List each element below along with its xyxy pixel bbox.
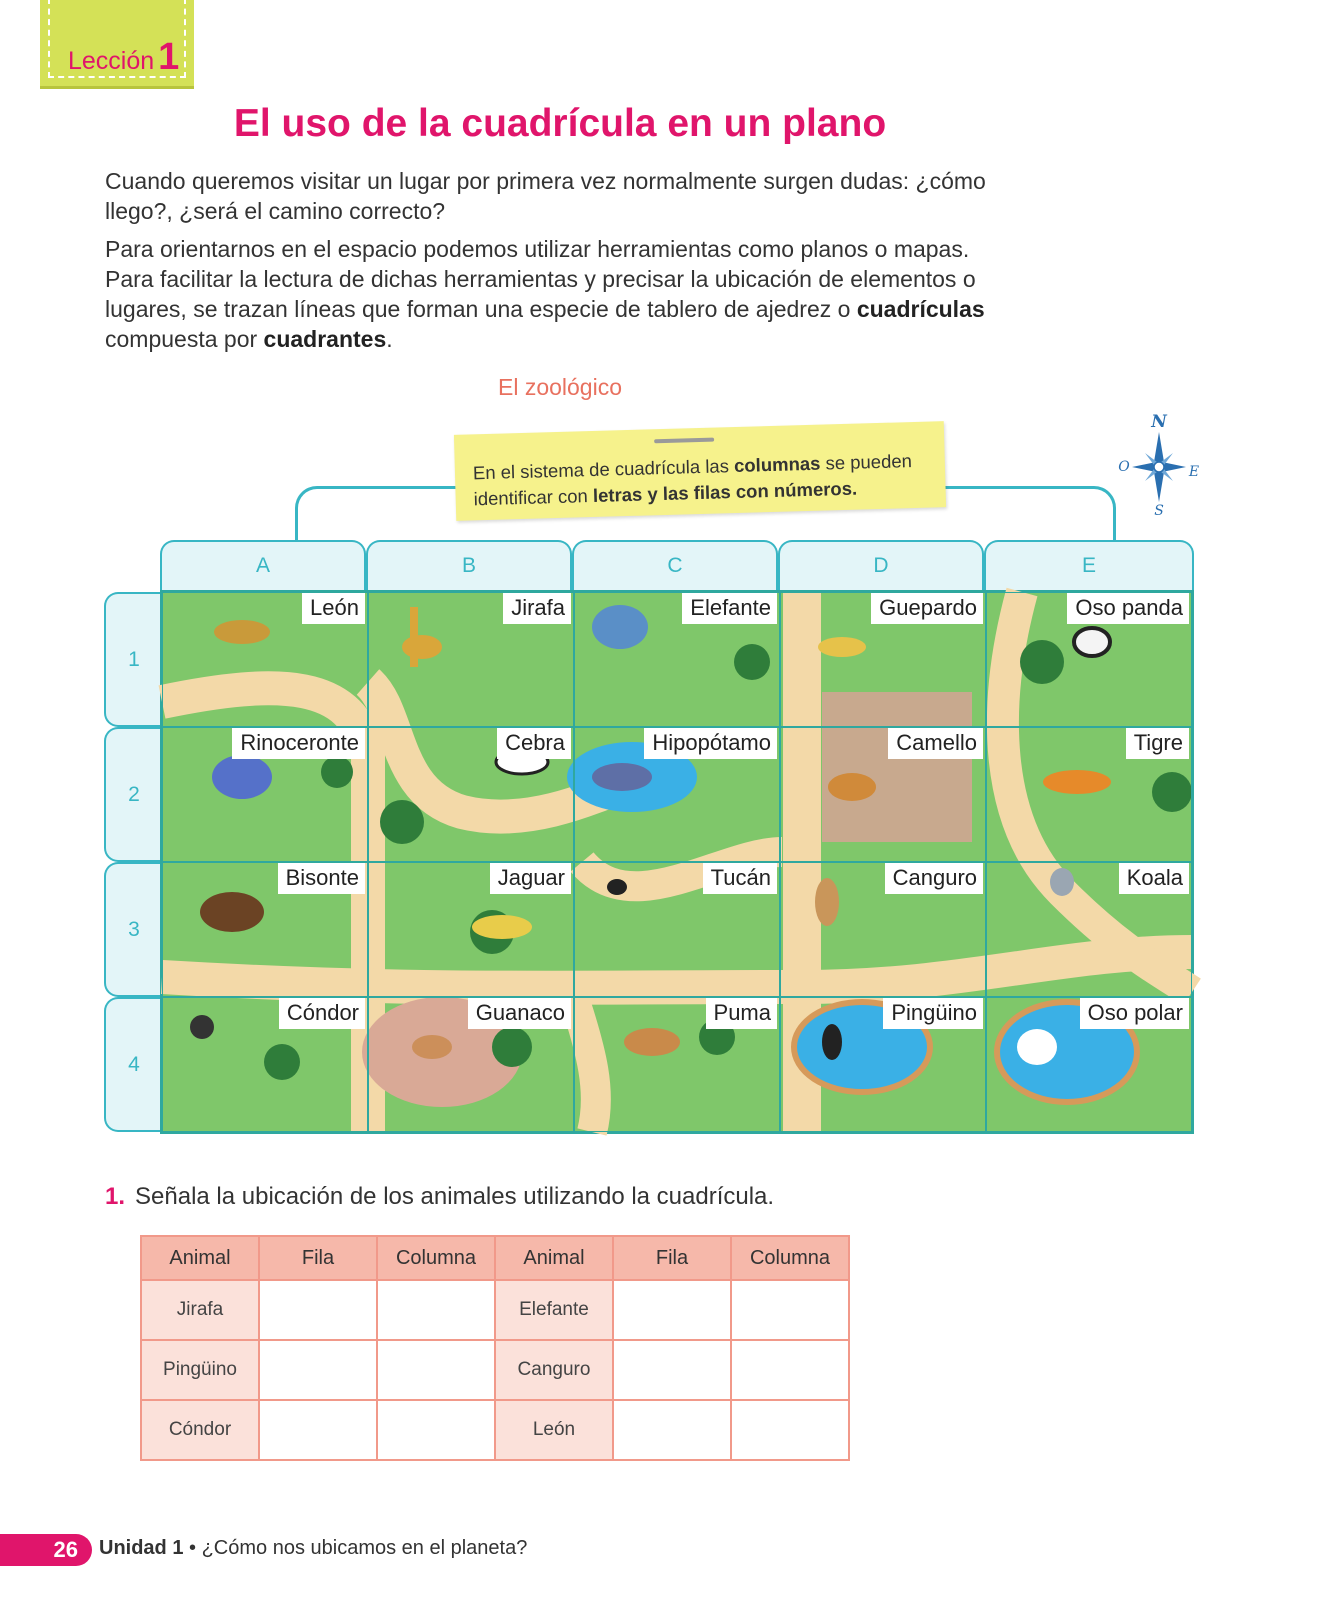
sticky-note-text: En el sistema de cuadrícula las columnas se pueden identificar con letras y las filas con números. [472, 450, 913, 510]
header-columna-2: Columna [731, 1236, 849, 1280]
column-header-a: A [160, 540, 366, 590]
fila-answer-cell[interactable] [259, 1280, 377, 1340]
cell-c3-label: Tucán [703, 863, 777, 894]
header-fila-1: Fila [259, 1236, 377, 1280]
cell-e1-label: Oso panda [1067, 593, 1189, 624]
compass-e: E [1188, 464, 1200, 480]
cell-d2-label: Camello [888, 728, 983, 759]
cell-b2-label: Cebra [497, 728, 571, 759]
cell-a3-label: Bisonte [278, 863, 365, 894]
footer-text: Unidad 1 • ¿Cómo nos ubicamos en el planeta? [99, 1537, 528, 1559]
column-header-e: E [984, 540, 1194, 590]
columna-answer-cell[interactable] [377, 1400, 495, 1460]
columna-answer-cell[interactable] [377, 1280, 495, 1340]
compass-rose-icon [1120, 410, 1198, 520]
intro-paragraph-1: Cuando queremos visitar un lugar por primera vez normalmente surgen dudas: ¿cómo llego?, ¿será el camino correcto? [105, 168, 986, 224]
table-header-row [141, 1236, 849, 1280]
header-fila-2: Fila [613, 1236, 731, 1280]
columna-answer-cell[interactable] [377, 1340, 495, 1400]
fila-answer-cell[interactable] [259, 1340, 377, 1400]
cell-d1-label: Guepardo [871, 593, 983, 624]
columna-answer-cell[interactable] [731, 1400, 849, 1460]
cell-c4-label: Puma [706, 998, 777, 1029]
lesson-tag [40, 0, 194, 86]
cell-d3-label: Canguro [885, 863, 983, 894]
column-header-d: D [778, 540, 984, 590]
cell-a1-label: León [302, 593, 365, 624]
cell-e3-label: Koala [1119, 863, 1189, 894]
compass-n: N [1151, 412, 1167, 432]
row-header-4: 4 [104, 997, 162, 1132]
page-number: 26 [0, 1534, 92, 1566]
answer-table [140, 1235, 850, 1461]
animal-cell: Cóndor [141, 1400, 259, 1460]
compass-s: S [1154, 503, 1164, 519]
columna-answer-cell[interactable] [731, 1340, 849, 1400]
row-header-2: 2 [104, 727, 162, 862]
tape-mark [654, 438, 714, 444]
fila-answer-cell[interactable] [259, 1400, 377, 1460]
fila-answer-cell[interactable] [613, 1400, 731, 1460]
table-row [141, 1280, 849, 1340]
fila-answer-cell[interactable] [613, 1280, 731, 1340]
cell-b1-label: Jirafa [503, 593, 571, 624]
table-row [141, 1400, 849, 1460]
table-row [141, 1340, 849, 1400]
exercise-number: 1. [105, 1183, 126, 1210]
cell-c1-label: Elefante [682, 593, 777, 624]
cell-a4-label: Cóndor [279, 998, 365, 1029]
exercise-prompt: 1. Señala la ubicación de los animales utilizando la cuadrícula. [105, 1183, 775, 1210]
header-animal-2: Animal [495, 1236, 613, 1280]
cell-b4-label: Guanaco [468, 998, 571, 1029]
lesson-number: 1 [158, 36, 180, 78]
compass-o: O [1118, 459, 1130, 475]
cell-e4-label: Oso polar [1080, 998, 1189, 1029]
cell-d4-label: Pingüino [883, 998, 983, 1029]
sticky-note [454, 421, 946, 521]
column-header-c: C [572, 540, 778, 590]
cell-e2-label: Tigre [1126, 728, 1189, 759]
cell-c2-label: Hipopótamo [644, 728, 777, 759]
cell-b3-label: Jaguar [490, 863, 571, 894]
fila-answer-cell[interactable] [613, 1340, 731, 1400]
column-header-b: B [366, 540, 572, 590]
zoo-map [160, 590, 1194, 1134]
cell-a2-label: Rinoceronte [232, 728, 365, 759]
animal-cell: Pingüino [141, 1340, 259, 1400]
columna-answer-cell[interactable] [731, 1280, 849, 1340]
animal-cell: Canguro [495, 1340, 613, 1400]
map-caption: El zoológico [497, 374, 623, 400]
row-header-3: 3 [104, 862, 162, 997]
animal-cell: Elefante [495, 1280, 613, 1340]
row-header-1: 1 [104, 592, 162, 727]
header-columna-1: Columna [377, 1236, 495, 1280]
animal-cell: León [495, 1400, 613, 1460]
lesson-label: Lección 1 [68, 36, 180, 78]
animal-cell: Jirafa [141, 1280, 259, 1340]
header-animal-1: Animal [141, 1236, 259, 1280]
intro-paragraph-2: Para orientarnos en el espacio podemos utilizar herramientas como planos o mapas. Para facilitar la lectura de dichas herramientas y precisar la ubicación de elementos o lugares, se trazan líneas que forman una especie de tablero de ajedrez o cuadrículas compuesta por cuadrantes. [105, 236, 985, 352]
page-title: El uso de la cuadrícula en un plano [233, 102, 887, 145]
